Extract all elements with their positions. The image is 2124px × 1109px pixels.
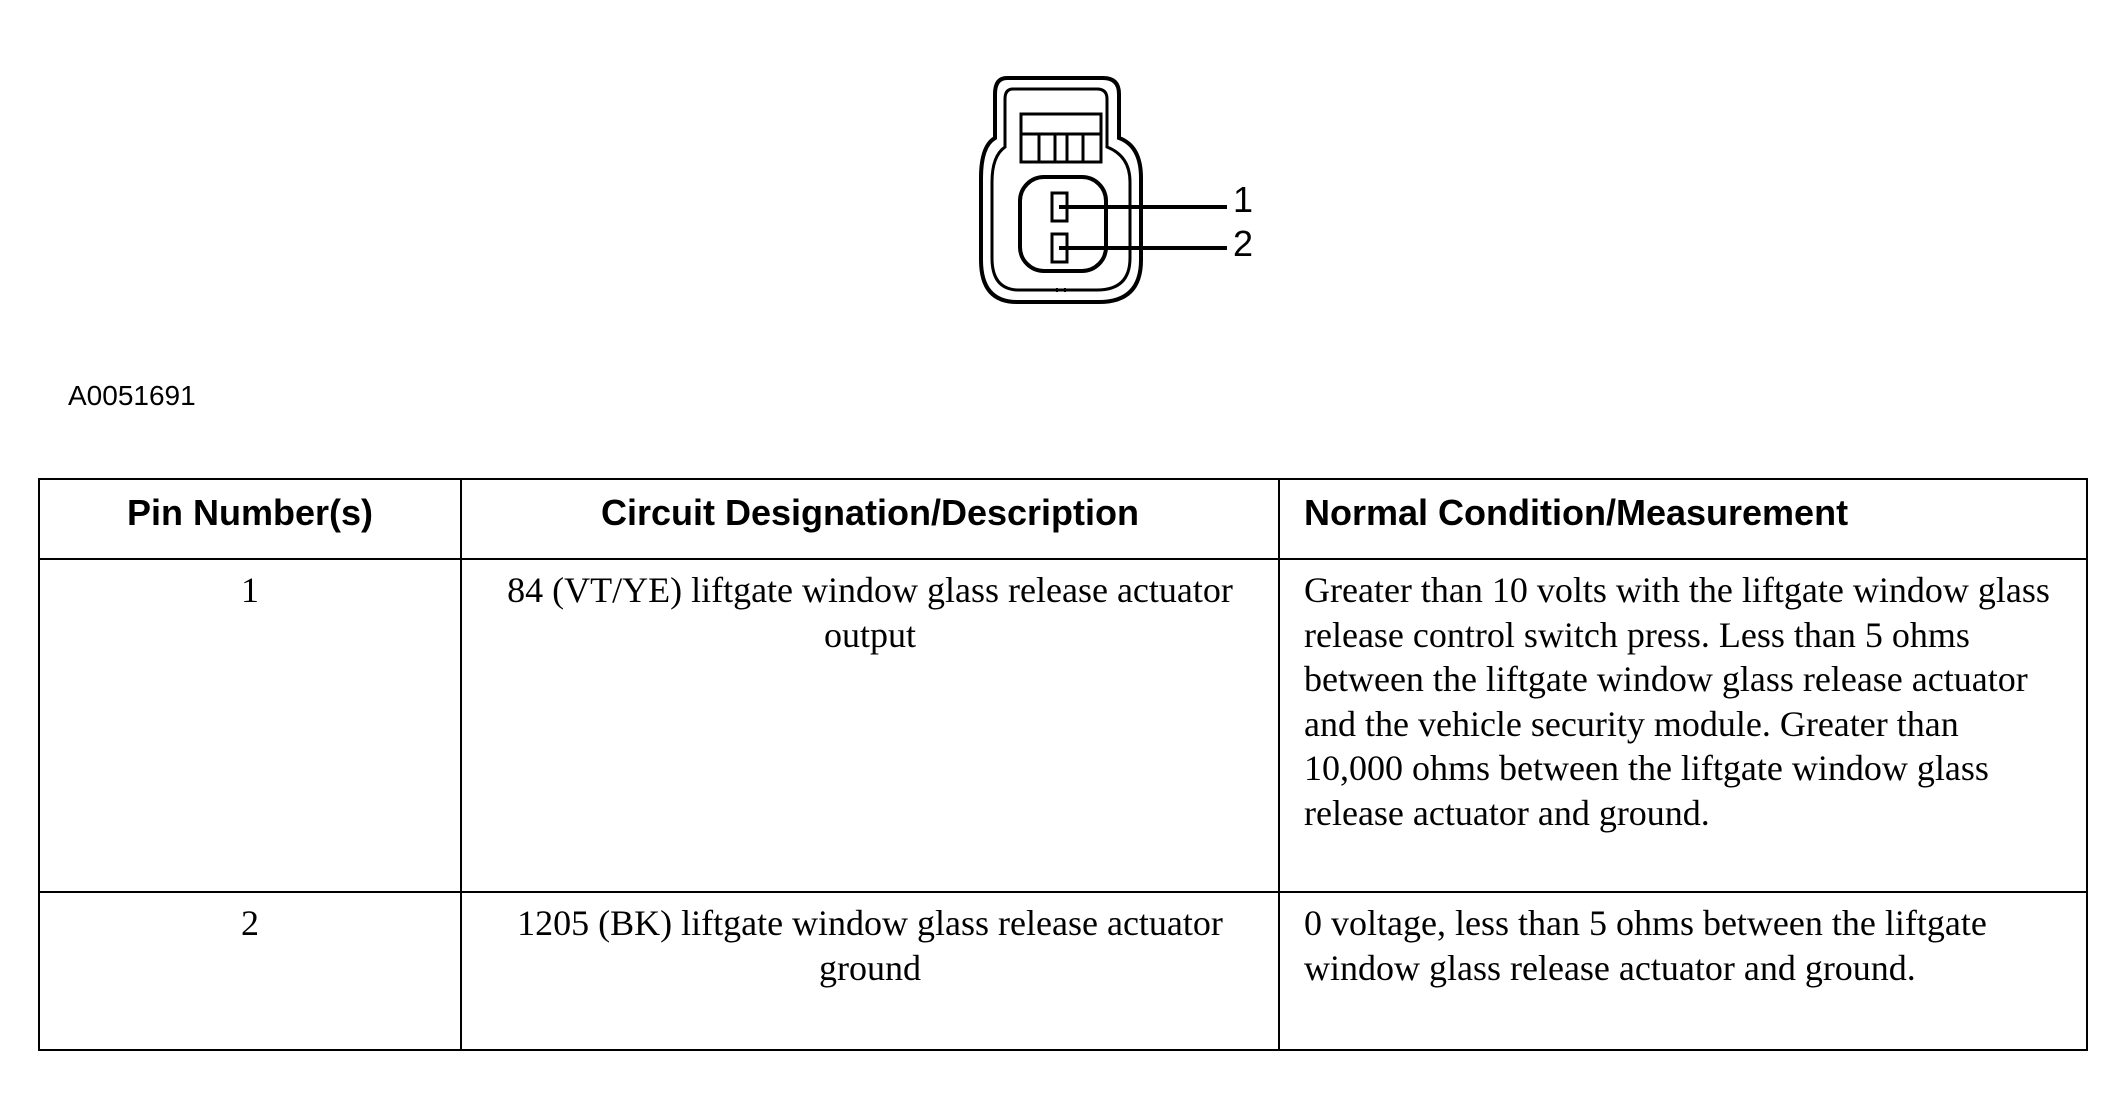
pin-2-label: 2 [1233, 223, 1254, 264]
circuit-description-cell: 84 (VT/YE) liftgate window glass release actuator output [461, 559, 1279, 892]
pinout-table [38, 478, 2088, 1051]
condition-measurement-cell: Greater than 10 volts with the liftgate window glass release control switch press. Less than 5 ohms between the liftgate window glass release actuator and the vehicle security module. Greater than 10,000 ohms between the liftgate window glass release actuator and ground. [1279, 559, 2087, 892]
connector-diagram [975, 72, 1275, 312]
pin-number-cell: 1 [39, 559, 461, 892]
table-header-row [39, 479, 2087, 559]
connector-face-icon [975, 72, 1275, 312]
pin-1-label: 1 [1233, 179, 1254, 220]
condition-measurement-cell: 0 voltage, less than 5 ohms between the liftgate window glass release actuator and ground. [1279, 892, 2087, 1050]
figure-id: A0051691 [68, 380, 196, 411]
table-row [39, 892, 2087, 1050]
header-circuit-designation: Circuit Designation/Description [461, 479, 1279, 559]
header-pin-numbers: Pin Number(s) [39, 479, 461, 559]
header-normal-condition: Normal Condition/Measurement [1279, 479, 2087, 559]
circuit-description-cell: 1205 (BK) liftgate window glass release actuator ground [461, 892, 1279, 1050]
table-row [39, 559, 2087, 892]
pin-number-cell: 2 [39, 892, 461, 1050]
